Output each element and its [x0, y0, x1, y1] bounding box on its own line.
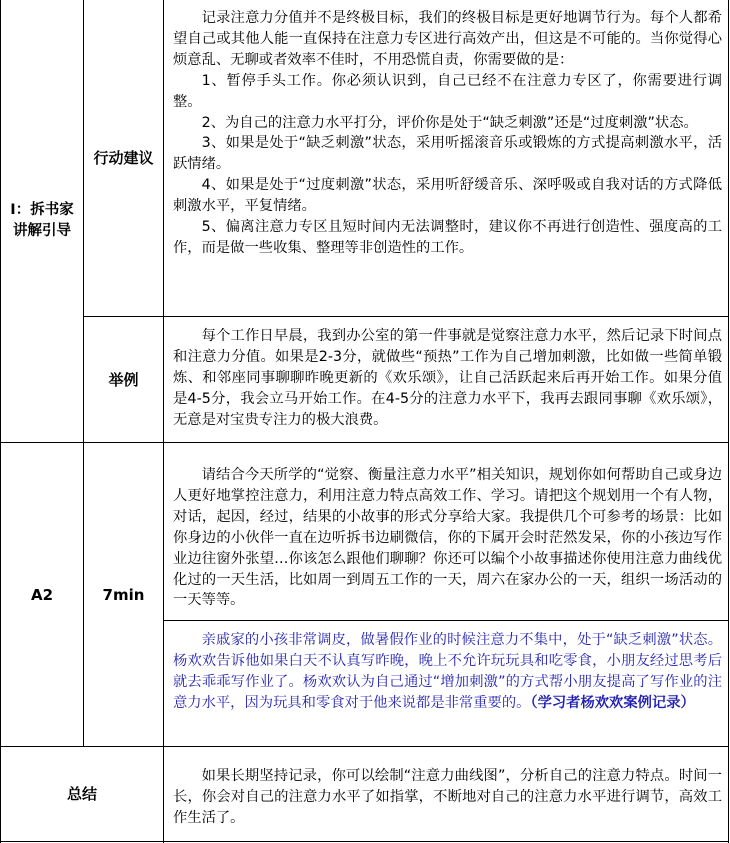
action-paragraph: 2、为自己的注意力水平打分，评价你是处于“缺乏刺激”还是“过度刺激”状态。 — [201, 114, 698, 131]
section1-label — [1, 0, 83, 442]
action-paragraph: 4、如果是处于“过度刺激”状态，采用听舒缓音乐、深呼吸或自我对话的方式降低刺激水平，平复情绪。 — [173, 177, 722, 215]
row-divider-prompt-case — [163, 620, 729, 621]
section2-label — [1, 443, 83, 746]
action-paragraph: 记录注意力分值并不是终极目标，我们的终极目标是更好地调节行为。每个人都希望自己或其他人能一直保持在注意力专区进行高效产出，但这是不可能的。当你觉得心烦意乱、无聊或者效率不佳时，不用恐慌自责，你需要做的是： — [173, 10, 722, 68]
action-suggestion-text — [164, 8, 728, 259]
learner-case-text — [164, 630, 728, 714]
table-border-right — [728, 0, 729, 843]
summary-paragraph: 如果长期坚持记录，你可以绘制“注意力曲线图”，分析自己的注意力特点。时间一长，你会对自己的注意力水平了如指掌，不断地对自己的注意力水平进行调节，高效工作生活了。 — [173, 768, 722, 826]
summary-text — [164, 766, 728, 829]
time-label — [84, 443, 163, 746]
action-suggestion-label — [84, 0, 163, 316]
section2-label-text: A2 — [30, 585, 54, 604]
case-body: 亲戚家的小孩非常调皮，做暑假作业的时候注意力不集中，处于“缺乏刺激”状态。杨欢欢告诉他如果白天不认真写昨晚，晚上不允许玩玩具和吃零食，小朋友经过思考后就去乖乖写作业了。杨欢欢认为自己通过“增加刺激”的方式帮小朋友提高了写作业的注意力水平，因为玩具和零食对于他来说都是非常重要的。 — [173, 632, 722, 711]
action-paragraph: 5、偏离注意力专区且短时间内无法调整时，建议你不再进行创造性、强度高的工作，而是做一些收集、整理等非创造性的工作。 — [173, 219, 722, 256]
action-suggestion-label-text: 行动建议 — [93, 149, 154, 167]
case-source: （学习者杨欢欢案例记录） — [530, 694, 695, 711]
summary-label-text: 总结 — [66, 785, 97, 803]
example-paragraph: 每个工作日早晨，我到办公室的第一件事就是觉察注意力水平，然后记录下时间点和注意力分值。如果是2-3分，就做些“预热”工作为自己增加刺激，比如做一些简单锻炼、和邻座同事聊聊昨晚更新的《欢乐颂》，让自己活跃起来后再开始工作。如果分值是4-5分，我会立马开始工作。在4-5分的注意力水平下，我再去跟同事聊《欢乐颂》，无意是对宝贵专注力的极大浪费。 — [173, 328, 722, 428]
row-divider-action-example — [83, 316, 729, 317]
prompt-paragraph: 请结合今天所学的“觉察、衡量注意力水平”相关知识，规划你如何帮助自己或身边人更好地掌控注意力，利用注意力特点高效工作、学习。请把这个规划用一个有人物，对话，起因，经过，结果的小故事的形式分享给大家。我提供几个可参考的场景：比如你身边的小伙伴一直在边听拆书边刷微信，你的下属开会时茫然发呆，你的小孩边写作业边往窗外张望…你该怎么跟他们聊聊？你还可以编个小故事描述你使用注意力曲线优化过的一天生活，比如周一到周五工作的一天，周六在家办公的一天，组织一场活动的一天等等。 — [173, 467, 722, 609]
example-label-text: 举例 — [108, 370, 139, 389]
action-paragraph: 3、如果是处于“缺乏刺激”状态，采用听摇滚音乐或锻炼的方式提高刺激水平，活跃情绪。 — [173, 135, 722, 173]
case-paragraph — [173, 630, 722, 714]
example-text — [164, 326, 728, 431]
table-border-bottom — [0, 841, 729, 842]
activity-prompt-text — [164, 465, 728, 611]
action-paragraph: 1、暂停手头工作。你必须认识到，自己已经不在注意力专区了，你需要进行调整。 — [173, 72, 722, 110]
time-label-text: 7min — [102, 585, 145, 604]
example-label — [84, 317, 163, 442]
section1-label-text: I：拆书家讲解引导 — [10, 202, 74, 239]
summary-label — [1, 747, 163, 841]
